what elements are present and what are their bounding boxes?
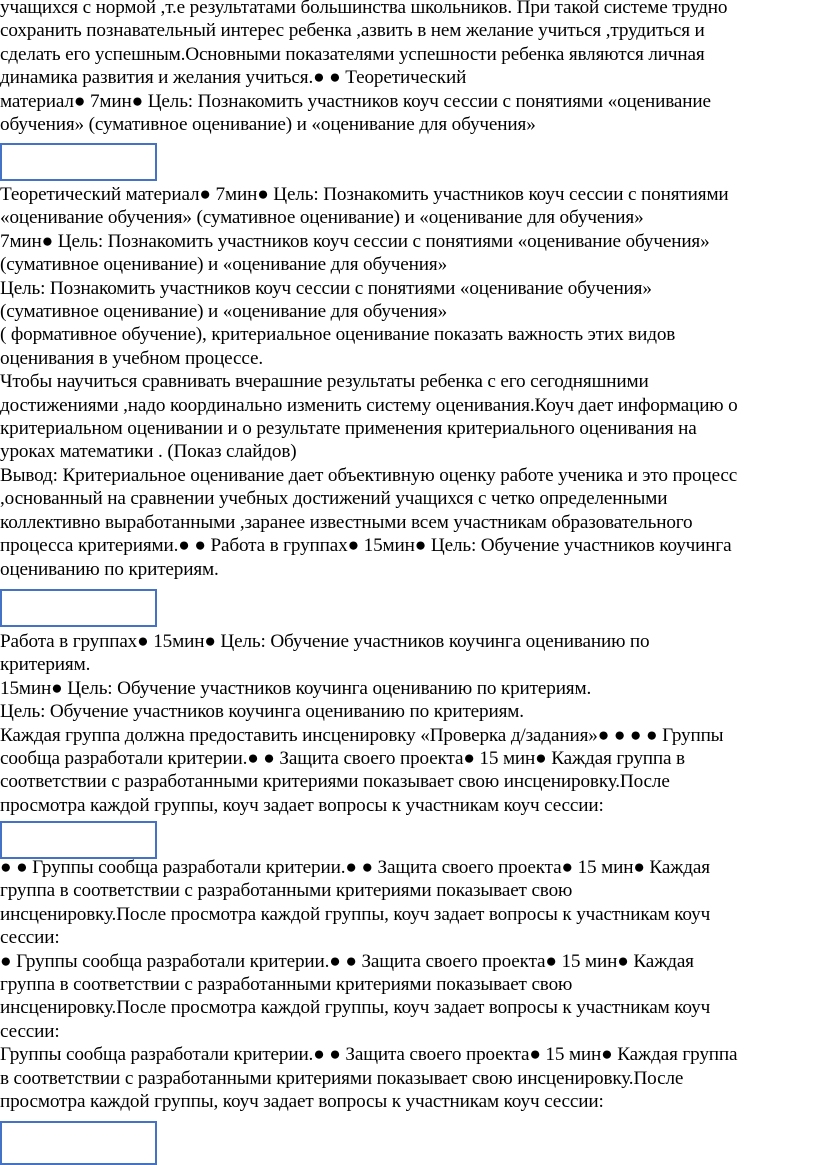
text-line: ,основанный на сравнении учебных достижений учащихся с четко определенными [0, 488, 668, 510]
text-line: Каждая группа должна предоставить инсценировку «Проверка д/задания»● ● ● ● Группы [0, 724, 724, 746]
text-block-4 [0, 856, 816, 1113]
text-line: в соответствии с разработанными критериями показывает свою инсценировку.После [0, 1067, 684, 1089]
text-line: ● Группы сообща разработали критерии.● ● Защита своего проекта● 15 мин● Каждая [0, 950, 694, 972]
text-line: сообща разработали критерии.● ● Защита своего проекта● 15 мин● Каждая группа в [0, 748, 685, 770]
text-line: группа в соответствии с разработанными критериями показывает свою [0, 974, 573, 996]
image-placeholder-frame [0, 1121, 157, 1165]
text-line: учащихся с нормой ,т.е результатами большинства школьников. При такой системе трудно [0, 0, 728, 18]
text-line: критериальном оценивании и о результате применения критериального оценивания на [0, 418, 697, 440]
text-line: Чтобы научиться сравнивать вчерашние результаты ребенка с его сегодняшними [0, 371, 649, 393]
image-placeholder-frame [0, 143, 157, 181]
text-line: оценивания в учебном процессе. [0, 347, 264, 369]
text-line: Теоретический материал● 7мин● Цель: Познакомить участников коуч сессии с понятиями [0, 184, 729, 205]
text-line: (сумативное оценивание) и «оценивание для обучения» [0, 254, 448, 276]
text-line: материал● 7мин● Цель: Познакомить участников коуч сессии с понятиями «оценивание [0, 90, 711, 112]
text-line: Вывод: Критериальное оценивание дает объективную оценку работе ученика и это процесс [0, 464, 738, 486]
text-line: достижениями ,надо координально изменить систему оценивания.Коуч дает информацию о [0, 394, 738, 416]
text-line: Группы сообща разработали критерии.● ● Защита своего проекта● 15 мин● Каждая группа [0, 1044, 738, 1066]
text-line: Цель: Обучение участников коучинга оцениванию по критериям. [0, 701, 524, 723]
text-line: процесса критериями.● ● Работа в группах● 15мин● Цель: Обучение участников коучинга [0, 535, 732, 557]
text-line: «оценивание обучения» (сумативное оценивание) и «оценивание для обучения» [0, 207, 644, 229]
text-line: оцениванию по критериям. [0, 558, 219, 580]
image-placeholder-frame [0, 589, 157, 627]
text-line: динамика развития и желания учиться.● ● Теоретический [0, 67, 467, 89]
text-line: (сумативное оценивание) и «оценивание для обучения» [0, 301, 448, 323]
text-line: обучения» (сумативное оценивание) и «оценивание для обучения» [0, 114, 536, 136]
text-line: Цель: Познакомить участников коуч сессии с понятиями «оценивание обучения» [0, 277, 652, 299]
text-line: ( формативное обучение), критериальное оценивание показать важность этих видов [0, 324, 676, 346]
text-line: 7мин● Цель: Познакомить участников коуч сессии с понятиями «оценивание обучения» [0, 230, 710, 252]
text-line: сессии: [0, 927, 60, 949]
text-line: инсценировку.После просмотра каждой группы, коуч задает вопросы к участникам коуч [0, 903, 711, 925]
text-line: группа в соответствии с разработанными критериями показывает свою [0, 880, 573, 902]
text-line: Работа в группах● 15мин● Цель: Обучение участников коучинга оцениванию по [0, 631, 650, 652]
text-line: сессии: [0, 1020, 60, 1042]
text-line: критериям. [0, 654, 91, 676]
text-block-2 [0, 183, 816, 581]
text-line: инсценировку.После просмотра каждой группы, коуч задает вопросы к участникам коуч [0, 997, 711, 1019]
text-line: сохранить познавательный интерес ребенка ,азвить в нем желание учиться ,трудиться и [0, 20, 705, 42]
image-placeholder-frame [0, 821, 157, 859]
text-line: 15мин● Цель: Обучение участников коучинга оцениванию по критериям. [0, 677, 592, 699]
text-line: просмотра каждой группы, коуч задает вопросы к участникам коуч сессии: [0, 1091, 604, 1113]
text-line: ● ● Группы сообща разработали критерии.● ● Защита своего проекта● 15 мин● Каждая [0, 857, 710, 878]
text-line: коллективно выработанными ,заранее известными всем участникам образовательного [0, 511, 693, 533]
text-block-1 [0, 0, 816, 136]
text-line: соответствии с разработанными критериями показывает свою инсценировку.После [0, 771, 670, 793]
text-line: сделать его успешным.Основными показателями успешности ребенка являются личная [0, 43, 705, 65]
text-line: уроках математики . (Показ слайдов) [0, 441, 297, 463]
text-block-3 [0, 630, 816, 817]
text-line: просмотра каждой группы, коуч задает вопросы к участникам коуч сессии: [0, 794, 604, 816]
